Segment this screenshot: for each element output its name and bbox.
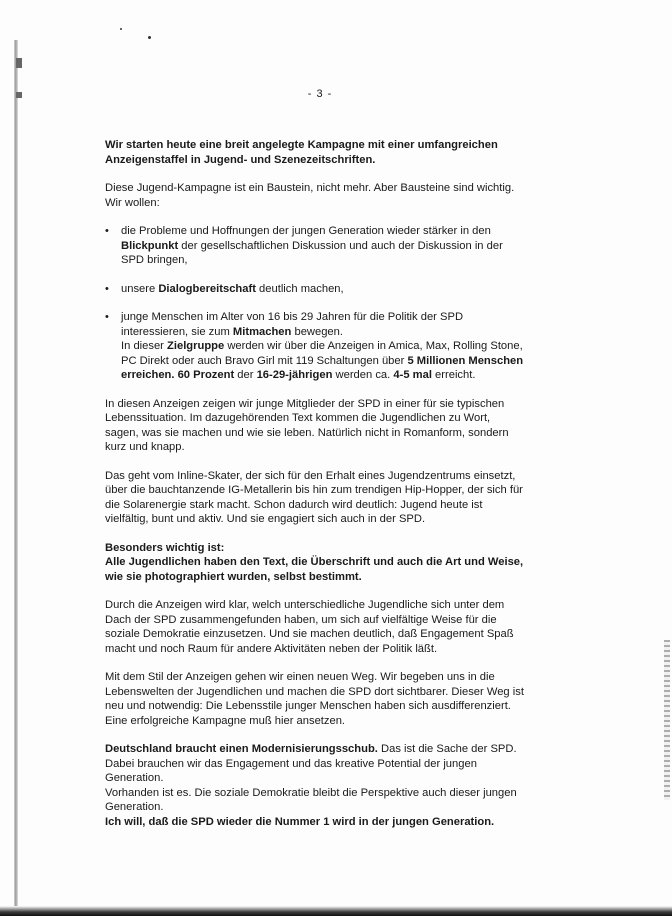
ads-paragraph: In diesen Anzeigen zeigen wir junge Mitglieder der SPD in einer für sie typischen Lebenssituation. Im dazugehörenden Text kommen die Jugendlichen zu Wort, sagen, was sie machen und wie sie leben. Natürlich nicht in Romanform, sondern kurz und knapp.: [105, 397, 509, 453]
important-heading: Besonders wichtig ist:: [105, 541, 225, 554]
diversity-paragraph: Durch die Anzeigen wird klar, welch unterschiedliche Jugendliche sich unter dem Dach der SPD zusammengefunden haben, um sich auf vielfältige Weise für die soziale Demokratie einzusetzen. Und sie machen deutlich, daß Engagement Spaß macht und noch Raum für andere Aktivitäten neben der Politik läßt.: [105, 599, 514, 655]
scan-dot: [120, 28, 122, 30]
scan-speck: [16, 58, 22, 68]
closing-paragraph: Deutschland braucht einen Modernisierungsschub. Das ist die Sache der SPD. Dabei brauchen wir das Engagement und das kreative Potential der jungen Generation.: [105, 743, 517, 784]
bullet-icon: •: [105, 282, 109, 295]
scan-speck: [16, 92, 22, 98]
skater-paragraph: Das geht vom Inline-Skater, der sich für den Erhalt eines Jugendzentrums einsetzt, über die bauchtanzende IG-Metallerin bis hin zum trendigen Hip-Hopper, der sich für die Solarenergie stark macht. Schon dadurch wird deutlich: Jugend heute ist vielfältig, bunt und aktiv. Und sie engagiert sich auch in der SPD.: [105, 469, 523, 525]
scan-dot: [148, 36, 151, 39]
list-item: • junge Menschen im Alter von 16 bis 29 Jahren für die Politik der SPD interessieren, sie zum Mitmachen bewegen. In dieser Zielgruppe werden wir über die Anzeigen in Amica, Max, Rolling Stone, PC Direkt oder auch Bravo Girl mit 119 Schaltungen über 5 Millionen Menschen erreichen. 60 Prozent der 16-29-jährigen werden ca. 4-5 mal erreicht.: [105, 311, 524, 381]
bullet-icon: •: [105, 225, 109, 237]
intro-paragraph: Diese Jugend-Kampagne ist ein Baustein, nicht mehr. Aber Bausteine sind wichtig. Wir wollen:: [105, 182, 515, 209]
list-item: • die Probleme und Hoffnungen der jungen Generation wieder stärker in den Blickpunkt der gesellschaftlichen Diskussion und auch der Diskussion in der SPD bringen,: [105, 225, 503, 266]
scan-edge-right: [664, 640, 670, 800]
page-number: - 3 -: [307, 88, 333, 100]
headline: Wir starten heute eine breit angelegte Kampagne mit einer umfangreichen Anzeigenstaffel in Jugend- und Szenezeitschriften.: [105, 139, 498, 166]
scan-edge-bottom: [0, 906, 672, 916]
goal-list: [105, 224, 525, 383]
closing-line: Vorhanden ist es. Die soziale Demokratie bleibt die Perspektive auch dieser jungen Generation.: [105, 786, 517, 813]
scan-edge-left: [14, 40, 18, 916]
letter-body: [105, 138, 525, 829]
bullet-icon: •: [105, 311, 109, 323]
list-item: • unsere Dialogbereitschaft deutlich machen,: [105, 282, 344, 295]
closing-statement: Ich will, daß die SPD wieder die Nummer 1 wird in der jungen Generation.: [105, 815, 495, 828]
style-paragraph: Mit dem Stil der Anzeigen gehen wir einen neuen Weg. Wir begeben uns in die Lebenswelten der Jugendlichen und machen die SPD dort sichtbarer. Dieser Weg ist neu und notwendig: Die Lebensstile junger Menschen haben sich ausdifferenziert. Eine erfolgreiche Kampagne muß hier ansetzen.: [105, 671, 524, 727]
important-text: Alle Jugendlichen haben den Text, die Überschrift und auch die Art und Weise, wie sie photographiert wurden, selbst bestimmt.: [105, 556, 524, 583]
